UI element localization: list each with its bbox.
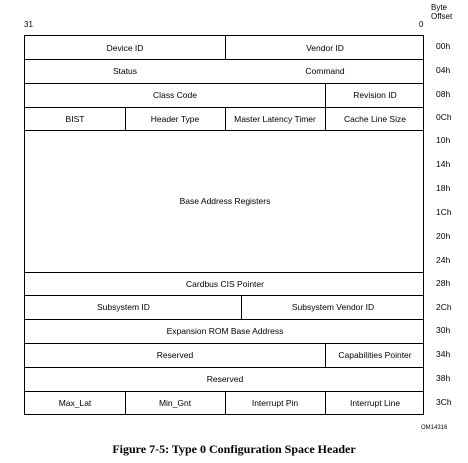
figure-code: OM14316 <box>421 425 448 431</box>
capabilities-pointer-field: Capabilities Pointer <box>338 350 412 360</box>
reserved-38h-field: Reserved <box>206 374 244 384</box>
offset-label: 20h <box>436 231 451 241</box>
bit-0-label: 0 <box>419 20 424 29</box>
master-latency-timer-field: Master Latency Timer <box>234 113 316 124</box>
bist-field: BIST <box>65 113 85 124</box>
base-address-registers-field: Base Address Registers <box>179 196 271 206</box>
interrupt-line-field: Interrupt Line <box>349 398 401 408</box>
max-lat-field: Max_Lat <box>58 398 92 408</box>
offset-label: 28h <box>436 278 451 288</box>
offset-label: 3Ch <box>436 397 452 407</box>
config-space-header-table <box>24 35 424 415</box>
byte-offset-header-line2: Offset <box>431 12 453 21</box>
vendor-id-field: Vendor ID <box>306 42 344 53</box>
bit-31-label: 31 <box>24 20 33 29</box>
status-field: Status <box>112 66 138 76</box>
offset-label: 0Ch <box>436 112 452 122</box>
subsystem-vendor-id-field: Subsystem Vendor ID <box>291 302 375 312</box>
device-id-field: Device ID <box>106 42 144 53</box>
offset-label: 04h <box>436 65 451 75</box>
subsystem-id-field: Subsystem ID <box>97 302 150 312</box>
offset-label: 30h <box>436 325 451 335</box>
offset-label: 38h <box>436 373 451 383</box>
offset-label: 1Ch <box>436 207 452 217</box>
min-gnt-field: Min_Gnt <box>158 398 192 408</box>
byte-offset-header <box>431 3 452 21</box>
command-field: Command <box>305 66 345 76</box>
figure-caption: Figure 7-5: Type 0 Configuration Space Header <box>112 442 356 456</box>
byte-offset-header-line1: Byte <box>431 3 448 12</box>
reserved-34h-field: Reserved <box>156 350 194 360</box>
offset-label: 08h <box>436 89 451 99</box>
offset-label: 24h <box>436 255 451 265</box>
header-type-field: Header Type <box>150 113 200 124</box>
offset-label: 00h <box>436 41 451 51</box>
class-code-field: Class Code <box>153 90 197 100</box>
offset-label: 34h <box>436 349 451 359</box>
cache-line-size-field: Cache Line Size <box>344 113 406 124</box>
offset-label: 18h <box>436 183 451 193</box>
revision-id-field: Revision ID <box>353 90 397 100</box>
offset-label: 14h <box>436 159 451 169</box>
offset-label: 2Ch <box>436 302 452 312</box>
offset-label: 10h <box>436 135 451 145</box>
interrupt-pin-field: Interrupt Pin <box>251 398 299 408</box>
expansion-rom-base-address-field: Expansion ROM Base Address <box>166 326 284 336</box>
cardbus-cis-pointer-field: Cardbus CIS Pointer <box>186 278 264 289</box>
